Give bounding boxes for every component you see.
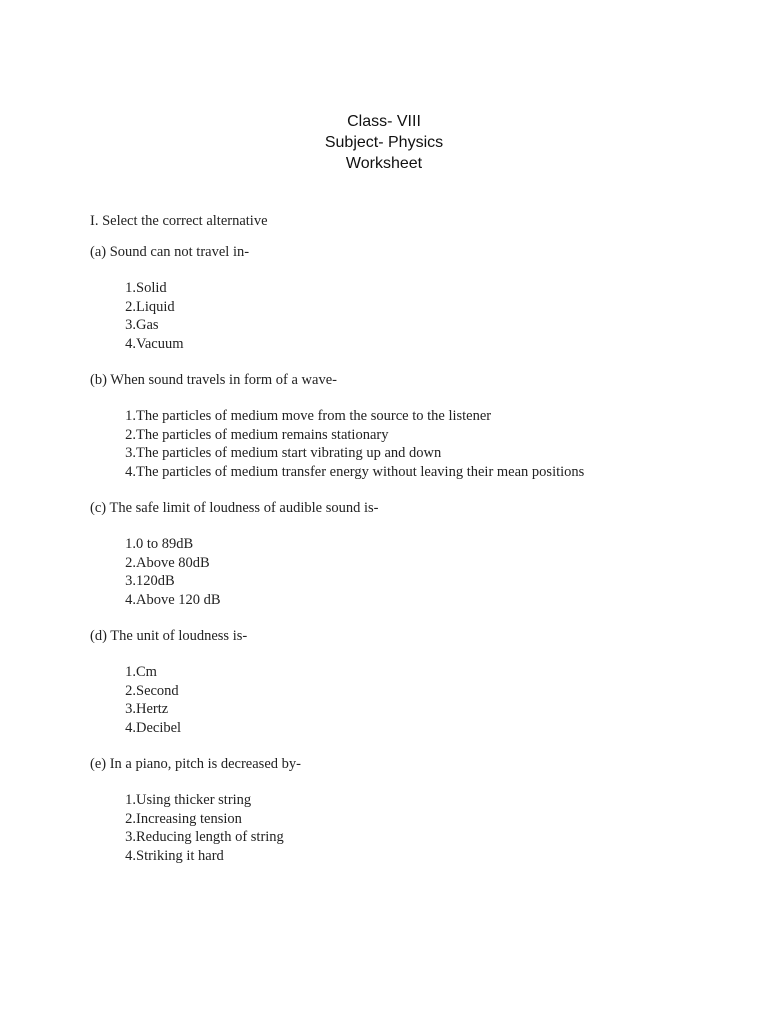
option-text: Striking it hard — [136, 847, 224, 864]
option-number: 3. — [125, 317, 136, 333]
option-item — [90, 407, 740, 426]
option-text: Liquid — [136, 298, 175, 315]
option-text: Increasing tension — [136, 810, 242, 827]
option-number: 2. — [125, 426, 136, 443]
worksheet-header — [0, 111, 768, 174]
option-item — [90, 335, 740, 354]
option-text: Cm — [136, 664, 157, 680]
option-text: Above 80dB — [136, 554, 210, 571]
option-number: 3. — [125, 445, 136, 461]
option-text: Using thicker string — [136, 792, 252, 808]
option-text: The particles of medium transfer energy without leaving their mean positions — [136, 463, 585, 480]
question-text: (c) The safe limit of loudness of audible sound is- — [90, 500, 379, 516]
option-item — [90, 828, 740, 847]
question-text: (d) The unit of loudness is- — [90, 628, 248, 644]
option-list — [90, 535, 740, 609]
option-text: Decibel — [136, 719, 182, 736]
option-number: 4. — [125, 463, 136, 480]
option-list — [90, 407, 740, 481]
option-number: 3. — [125, 701, 136, 717]
question-e — [90, 755, 740, 865]
worksheet-body — [90, 212, 740, 883]
option-text: 0 to 89dB — [136, 536, 194, 552]
option-item — [90, 591, 740, 610]
option-item — [90, 279, 740, 298]
option-item — [90, 572, 740, 591]
option-text: The particles of medium move from the source to the listener — [136, 408, 492, 424]
option-number: 2. — [125, 298, 136, 315]
option-list — [90, 663, 740, 737]
option-item — [90, 554, 740, 573]
option-number: 1. — [125, 408, 136, 424]
option-number: 3. — [125, 829, 136, 845]
option-item — [90, 426, 740, 445]
option-item — [90, 719, 740, 738]
option-item — [90, 444, 740, 463]
option-item — [90, 791, 740, 810]
question-c — [90, 499, 740, 609]
option-number: 4. — [125, 847, 136, 864]
option-list — [90, 279, 740, 353]
option-number: 2. — [125, 810, 136, 827]
option-text: 120dB — [136, 573, 175, 589]
option-text: Hertz — [136, 701, 169, 717]
option-item — [90, 700, 740, 719]
option-item — [90, 682, 740, 701]
section-title: I. Select the correct alternative — [90, 213, 268, 229]
option-number: 4. — [125, 591, 136, 608]
option-item — [90, 463, 740, 482]
question-text: (e) In a piano, pitch is decreased by- — [90, 756, 301, 772]
question-d — [90, 627, 740, 737]
option-number: 1. — [125, 792, 136, 808]
question-text: (b) When sound travels in form of a wave- — [90, 372, 337, 388]
question-a — [90, 243, 740, 353]
option-number: 4. — [125, 335, 136, 352]
option-text: Solid — [136, 280, 167, 296]
question-b — [90, 371, 740, 481]
option-number: 1. — [125, 280, 136, 296]
option-item — [90, 847, 740, 866]
option-number: 4. — [125, 719, 136, 736]
subject-title: Subject- Physics — [324, 134, 444, 151]
option-item — [90, 535, 740, 554]
option-item — [90, 298, 740, 317]
option-text: Reducing length of string — [136, 829, 284, 845]
option-text: Vacuum — [136, 335, 184, 352]
option-text: The particles of medium start vibrating up and down — [136, 445, 442, 461]
class-title: Class- VIII — [347, 113, 421, 130]
worksheet-title: Worksheet — [345, 155, 423, 172]
option-list — [90, 791, 740, 865]
option-number: 1. — [125, 536, 136, 552]
option-text: The particles of medium remains stationary — [136, 426, 389, 443]
option-text: Above 120 dB — [136, 591, 221, 608]
option-number: 2. — [125, 554, 136, 571]
option-number: 3. — [125, 573, 136, 589]
question-text: (a) Sound can not travel in- — [90, 244, 250, 260]
option-item — [90, 316, 740, 335]
option-number: 2. — [125, 682, 136, 699]
option-text: Second — [136, 682, 179, 699]
option-item — [90, 810, 740, 829]
option-item — [90, 663, 740, 682]
option-text: Gas — [136, 317, 159, 333]
option-number: 1. — [125, 664, 136, 680]
